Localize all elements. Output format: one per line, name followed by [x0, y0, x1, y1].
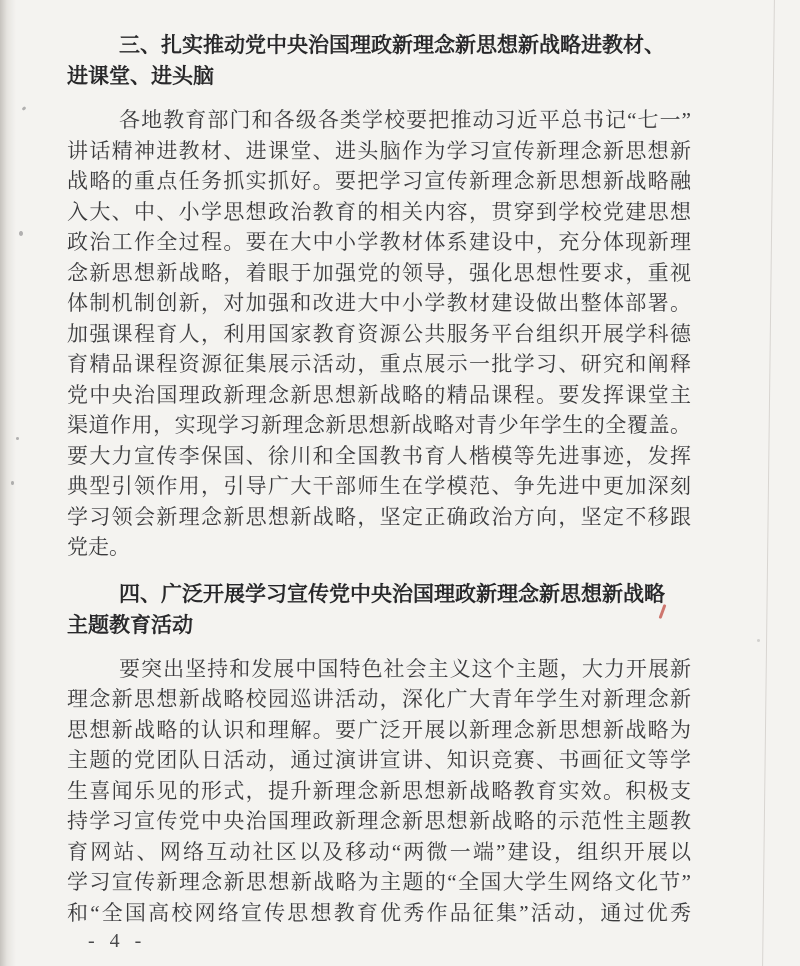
paragraph-line: 党中央治国理政新理念新思想新战略的精品课程。要发挥课堂主 — [67, 382, 691, 407]
paragraph-line: 和“全国高校网络宣传思想教育优秀作品征集”活动，通过优秀 — [67, 900, 691, 925]
scan-speck — [11, 481, 14, 485]
heading-line: 进课堂、进头脑 — [67, 64, 214, 88]
paragraph-line: 主题的党团队日活动，通过演讲宣讲、知识竞赛、书画征文等学 — [67, 748, 691, 772]
paragraph-line: 加强课程育人，利用国家教育资源公共服务平台组织开展学科德 — [67, 321, 691, 346]
section-heading-3 — [67, 30, 691, 92]
paragraph-line: 各地教育部门和各级各类学校要把推动习近平总书记“七一” — [119, 108, 691, 132]
paragraph-line: 讲话精神进教材、进课堂、进头脑作为学习宣传新理念新思想新 — [67, 138, 691, 163]
heading-line: 主题教育活动 — [67, 612, 193, 637]
paragraph-line: 育网站、网络互动社区以及移动“两微一端”建设，组织开展以 — [67, 839, 691, 864]
scan-speck — [16, 437, 19, 440]
scan-seam — [762, 0, 775, 966]
paragraph-line: 党走。 — [67, 535, 130, 559]
paragraph-line: 入大、中、小学思想政治教育的相关内容，贯穿到学校党建思想 — [67, 199, 691, 224]
paragraph-line: 育精品课程资源征集展示活动，重点展示一批学习、研究和阐释 — [67, 352, 691, 376]
paragraph-line: 念新思想新战略，着眼于加强党的领导，强化思想性要求，重视 — [67, 260, 691, 285]
section-paragraph-3 — [67, 105, 691, 563]
paragraph-line: 典型引领作用，引导广大干部师生在学模范、争先进中更加深刻 — [67, 474, 691, 498]
paragraph-line: 学习宣传新理念新思想新战略为主题的“全国大学生网络文化节” — [67, 870, 691, 894]
heading-line: 三、扎实推动党中央治国理政新理念新思想新战略进教材、 — [119, 33, 665, 57]
scan-speck — [19, 231, 23, 236]
paragraph-line: 要突出坚持和发展中国特色社会主义这个主题，大力开展新 — [119, 656, 691, 681]
paragraph-line: 渠道作用，实现学习新理念新思想新战略对青少年学生的全覆盖。 — [67, 413, 691, 437]
paragraph-line: 学习领会新理念新思想新战略，坚定正确政治方向，坚定不移跟 — [67, 504, 691, 529]
paragraph-line: 体制机制创新，对加强和改进大中小学教材建设做出整体部署。 — [67, 291, 691, 315]
section-paragraph-4 — [67, 654, 691, 929]
scan-speck — [757, 639, 760, 642]
paragraph-line: 生喜闻乐见的形式，提升新理念新思想新战略教育实效。积极支 — [67, 778, 691, 803]
paragraph-line: 理念新思想新战略校园巡讲活动，深化广大青年学生对新理念新 — [67, 687, 691, 711]
heading-line: 四、广泛开展学习宣传党中央治国理政新理念新思想新战略 — [119, 581, 665, 606]
paragraph-line: 思想新战略的认识和理解。要广泛开展以新理念新思想新战略为 — [67, 717, 691, 742]
paragraph-line: 战略的重点任务抓实抓好。要把学习宣传新理念新思想新战略融 — [67, 169, 691, 193]
paragraph-line: 政治工作全过程。要在大中小学教材体系建设中，充分体现新理 — [67, 230, 691, 254]
page-number: - 4 - — [88, 930, 147, 952]
paragraph-line: 要大力宣传李保国、徐川和全国教书育人楷模等先进事迹，发挥 — [67, 443, 691, 468]
scan-speck — [22, 106, 27, 111]
section-heading-4 — [67, 579, 691, 641]
page-content — [67, 30, 691, 928]
paragraph-line: 持学习宣传党中央治国理政新理念新思想新战略的示范性主题教 — [67, 809, 691, 833]
